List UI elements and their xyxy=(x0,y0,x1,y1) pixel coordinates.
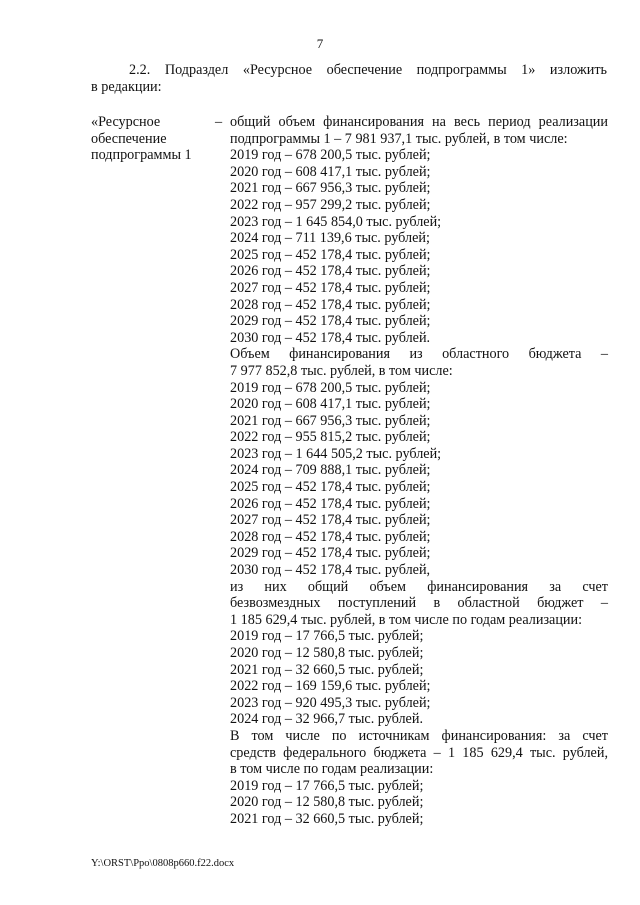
federal-line-3: в том числе по годам реализации: xyxy=(230,761,434,778)
grant-years-list xyxy=(230,628,608,728)
funding-content xyxy=(230,114,608,828)
year-amount-line: 2020 год – 608 417,1 тыс. рублей; xyxy=(230,396,431,413)
label-line: подпрограммы 1 xyxy=(91,147,192,164)
federal-years-list xyxy=(230,778,608,828)
year-amount-line: 2030 год – 452 178,4 тыс. рублей. xyxy=(230,329,431,346)
year-amount-line: 2019 год – 678 200,5 тыс. рублей; xyxy=(230,379,431,396)
year-amount-line: 2022 год – 169 159,6 тыс. рублей; xyxy=(230,678,431,695)
year-amount-line: 2023 год – 1 644 505,2 тыс. рублей; xyxy=(230,445,442,462)
year-amount-line: 2025 год – 452 178,4 тыс. рублей; xyxy=(230,246,431,263)
year-amount-line: 2021 год – 32 660,5 тыс. рублей; xyxy=(230,661,424,678)
year-amount-line: 2019 год – 17 766,5 тыс. рублей; xyxy=(230,777,424,794)
year-amount-line: 2025 год – 452 178,4 тыс. рублей; xyxy=(230,479,431,496)
year-amount-line: 2027 год – 452 178,4 тыс. рублей; xyxy=(230,279,431,296)
year-amount-line: 2028 год – 452 178,4 тыс. рублей; xyxy=(230,528,431,545)
regional-line-1: Объем финансирования из областного бюджета – xyxy=(230,346,608,363)
regional-years-list xyxy=(230,380,608,579)
total-years-list xyxy=(230,147,608,346)
intro-paragraph xyxy=(91,62,607,95)
year-amount-line: 2019 год – 678 200,5 тыс. рублей; xyxy=(230,147,431,164)
year-amount-line: 2024 год – 709 888,1 тыс. рублей; xyxy=(230,462,431,479)
file-path-footer: Y:\ORST\Ppo\0808p660.f22.docx xyxy=(91,858,235,869)
year-amount-line: 2026 год – 452 178,4 тыс. рублей; xyxy=(230,495,431,512)
regional-line-2: 7 977 852,8 тыс. рублей, в том числе: xyxy=(230,362,453,379)
year-amount-line: 2027 год – 452 178,4 тыс. рублей; xyxy=(230,512,431,529)
total-line-2: подпрограммы 1 – 7 981 937,1 тыс. рублей, в том числе: xyxy=(230,130,568,147)
label-line: обеспечение xyxy=(91,130,167,147)
year-amount-line: 2022 год – 955 815,2 тыс. рублей; xyxy=(230,429,431,446)
grant-line-3: 1 185 629,4 тыс. рублей, в том числе по годам реализации: xyxy=(230,611,583,628)
year-amount-line: 2020 год – 608 417,1 тыс. рублей; xyxy=(230,163,431,180)
year-amount-line: 2024 год – 711 139,6 тыс. рублей; xyxy=(230,230,430,247)
year-amount-line: 2026 год – 452 178,4 тыс. рублей; xyxy=(230,263,431,280)
year-amount-line: 2020 год – 12 580,8 тыс. рублей; xyxy=(230,645,424,661)
year-amount-line: 2028 год – 452 178,4 тыс. рублей; xyxy=(230,296,431,313)
year-amount-line: 2030 год – 452 178,4 тыс. рублей, xyxy=(230,562,431,579)
year-amount-line: 2023 год – 920 495,3 тыс. рублей; xyxy=(230,694,431,711)
intro-line-1: 2.2. Подраздел «Ресурсное обеспечение подпрограммы 1» изложить xyxy=(129,62,607,78)
year-amount-line: 2024 год – 32 966,7 тыс. рублей. xyxy=(230,711,423,728)
page-number: 7 xyxy=(316,36,324,51)
year-amount-line: 2021 год – 667 956,3 тыс. рублей; xyxy=(230,180,431,197)
year-amount-line: 2022 год – 957 299,2 тыс. рублей; xyxy=(230,196,431,213)
separator-dash: – xyxy=(215,114,223,130)
federal-line-1: В том числе по источникам финансирования: за счет xyxy=(230,727,608,744)
year-amount-line: 2020 год – 12 580,8 тыс. рублей; xyxy=(230,794,424,811)
label-line: «Ресурсное xyxy=(91,114,161,130)
year-amount-line: 2021 год – 32 660,5 тыс. рублей; xyxy=(230,810,424,827)
year-amount-line: 2019 год – 17 766,5 тыс. рублей; xyxy=(230,628,424,645)
intro-line-2: в редакции: xyxy=(91,78,162,95)
year-amount-line: 2029 год – 452 178,4 тыс. рублей; xyxy=(230,545,431,562)
year-amount-line: 2023 год – 1 645 854,0 тыс. рублей; xyxy=(230,213,442,230)
grant-line-1: из них общий объем финансирования за счет xyxy=(230,578,608,595)
grant-line-2: безвозмездных поступлений в областной бюджет – xyxy=(230,595,608,612)
year-amount-line: 2021 год – 667 956,3 тыс. рублей; xyxy=(230,412,431,429)
year-amount-line: 2029 год – 452 178,4 тыс. рублей; xyxy=(230,313,431,330)
total-line-1: общий объем финансирования на весь период реализации xyxy=(230,114,608,130)
federal-line-2: средств федерального бюджета – 1 185 629,4 тыс. рублей, xyxy=(230,744,608,761)
section-label xyxy=(91,114,209,164)
